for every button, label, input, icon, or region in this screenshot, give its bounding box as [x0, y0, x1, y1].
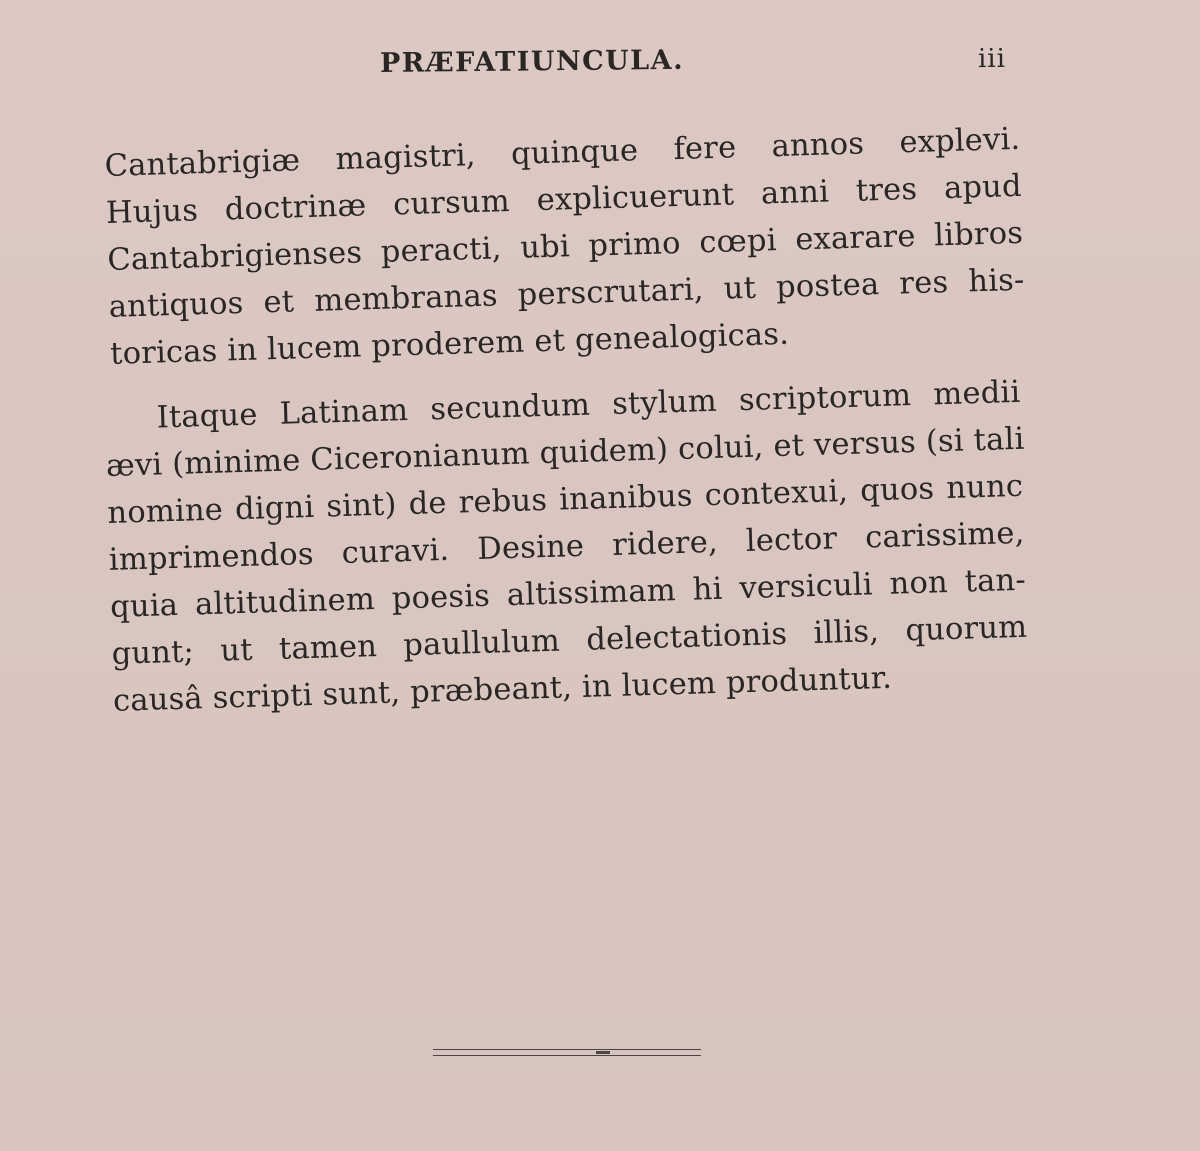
- text-line: ævi (minime Ciceronianum quidem) colui, et versus (si tali: [105, 421, 1025, 484]
- text-line: antiquos et membranas perscrutari, ut postea res his-: [108, 262, 1025, 325]
- paragraph-1: [104, 116, 1027, 378]
- text-line: Cantabrigienses peracti, ubi primo cœpi exarare libros: [106, 215, 1024, 278]
- ornamental-rule-bottom: [433, 1055, 701, 1056]
- ornamental-rule-center: [596, 1051, 610, 1054]
- text-line: nomine digni sint) de rebus inanibus contexui, quos nunc: [106, 468, 1024, 531]
- paragraph-2: [104, 369, 1029, 725]
- running-head: [0, 40, 1200, 90]
- text-line: toricas in lucem proderem et genealogicas.: [109, 316, 790, 372]
- text-line: quia altitudinem poesis altissimam hi versiculi non tan-: [109, 562, 1027, 625]
- text-line: Hujus doctrinæ cursum explicuerunt anni tres apud: [105, 168, 1023, 231]
- page-number: iii: [977, 43, 1007, 75]
- text-line: Cantabrigiæ magistri, quinque fere annos explevi.: [104, 121, 1021, 184]
- ornamental-rule-top: [433, 1049, 701, 1050]
- text-line: gunt; ut tamen paullulum delectationis illis, quorum: [111, 609, 1028, 672]
- running-head-title: PRÆFATIUNCULA.: [379, 44, 685, 79]
- text-line: Itaque Latinam secundum stylum scriptorum medii: [156, 374, 1021, 436]
- text-line: causâ scripti sunt, præbeant, in lucem produntur.: [112, 660, 893, 719]
- text-line: imprimendos curavi. Desine ridere, lector carissime,: [108, 515, 1025, 578]
